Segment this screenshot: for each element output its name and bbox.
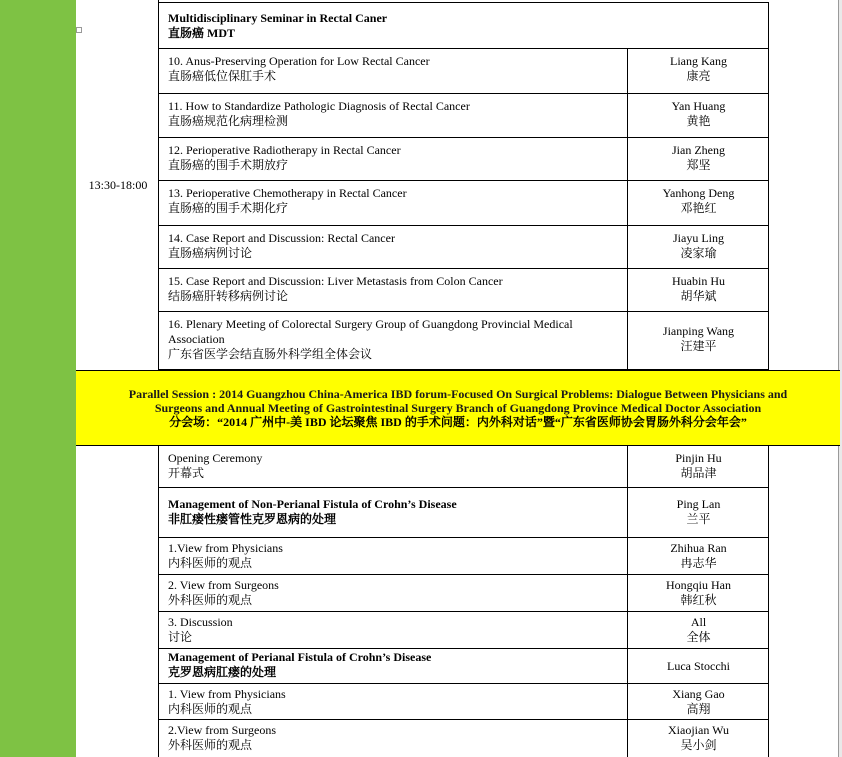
topic-zh: 直肠癌病例讨论 bbox=[168, 246, 253, 260]
parallel-session-banner bbox=[76, 370, 840, 446]
topic-en: 2.View from Surgeons bbox=[168, 723, 277, 737]
topic-zh: 非肛瘘性瘘管性克罗恩病的处理 bbox=[168, 512, 337, 526]
topic-en: Management of Perianal Fistula of Crohn’s Disease bbox=[168, 650, 432, 664]
parallel-title-line2: Surgeons and Annual Meeting of Gastrointestinal Surgery Branch of Guangdong Province Medical Doctor Association bbox=[154, 401, 762, 415]
table-row bbox=[158, 649, 769, 684]
table-row bbox=[158, 181, 769, 226]
table-row bbox=[158, 226, 769, 269]
speaker-zh: 汪建平 bbox=[680, 339, 717, 353]
topic-en: Management of Non-Perianal Fistula of Crohn’s Disease bbox=[168, 497, 457, 511]
mdt-header-zh: 直肠癌 MDT bbox=[168, 26, 235, 40]
speaker-zh: 胡品津 bbox=[680, 466, 717, 480]
speaker-en: Xiang Gao bbox=[672, 687, 725, 701]
topic-en: Opening Ceremony bbox=[168, 451, 263, 465]
mdt-header-row bbox=[158, 2, 769, 49]
speaker-en: Hongqiu Han bbox=[666, 578, 731, 592]
topic-zh: 外科医师的观点 bbox=[168, 738, 253, 752]
table-row bbox=[158, 488, 769, 538]
speaker-en: Huabin Hu bbox=[672, 274, 725, 288]
topic-zh: 克罗恩病肛瘘的处理 bbox=[168, 665, 277, 679]
table-row bbox=[158, 446, 769, 488]
speaker-zh: 吴小剑 bbox=[680, 738, 717, 752]
table-row bbox=[158, 684, 769, 720]
topic-zh: 直肠癌低位保肛手术 bbox=[168, 69, 277, 83]
topic-zh: 开幕式 bbox=[168, 466, 205, 480]
topic-zh: 直肠癌规范化病理检测 bbox=[168, 114, 289, 128]
topic-en: 15. Case Report and Discussion: Liver Metastasis from Colon Cancer bbox=[168, 274, 503, 288]
speaker-en: All bbox=[690, 615, 707, 629]
speaker-zh: 兰平 bbox=[686, 512, 711, 526]
table-row bbox=[158, 575, 769, 612]
topic-en: 16. Plenary Meeting of Colorectal Surgery Group of Guangdong Provincial Medical Association bbox=[168, 317, 573, 346]
table-row bbox=[158, 138, 769, 181]
topic-zh: 内科医师的观点 bbox=[168, 556, 253, 570]
speaker-zh: 黄艳 bbox=[686, 114, 711, 128]
speaker-zh: 全体 bbox=[686, 630, 711, 644]
topic-en: 14. Case Report and Discussion: Rectal Cancer bbox=[168, 231, 395, 245]
speaker-en: Jian Zheng bbox=[672, 143, 725, 157]
speaker-en: Jianping Wang bbox=[662, 324, 735, 338]
table-row bbox=[158, 312, 769, 370]
speaker-zh: 韩红秋 bbox=[680, 593, 717, 607]
left-green-margin bbox=[0, 0, 76, 757]
topic-en: 1.View from Physicians bbox=[168, 541, 283, 555]
topic-zh: 广东省医学会结直肠外科学组全体会议 bbox=[168, 347, 373, 361]
speaker-zh: 冉志华 bbox=[680, 556, 717, 570]
table-row bbox=[158, 720, 769, 757]
speaker-en: Luca Stocchi bbox=[667, 659, 730, 673]
speaker-en: Ping Lan bbox=[676, 497, 721, 511]
table-row bbox=[158, 269, 769, 312]
speaker-en: Zhihua Ran bbox=[670, 541, 727, 555]
topic-zh: 外科医师的观点 bbox=[168, 593, 253, 607]
topic-zh: 内科医师的观点 bbox=[168, 702, 253, 716]
speaker-zh: 胡华斌 bbox=[680, 289, 717, 303]
topic-en: 12. Perioperative Radiotherapy in Rectal Cancer bbox=[168, 143, 401, 157]
speaker-zh: 康亮 bbox=[686, 69, 711, 83]
mdt-header-en: Multidisciplinary Seminar in Rectal Caner bbox=[168, 11, 388, 25]
table-row bbox=[158, 94, 769, 138]
time-column-lower bbox=[76, 446, 159, 757]
speaker-en: Xiaojian Wu bbox=[668, 723, 729, 737]
session-time: 13:30-18:00 bbox=[88, 178, 148, 192]
topic-zh: 结肠癌肝转移病例讨论 bbox=[168, 289, 289, 303]
topic-en: 13. Perioperative Chemotherapy in Rectal Cancer bbox=[168, 186, 407, 200]
speaker-en: Yanhong Deng bbox=[662, 186, 735, 200]
topic-zh: 直肠癌的围手术期放疗 bbox=[168, 158, 289, 172]
speaker-zh: 郑坚 bbox=[686, 158, 711, 172]
speaker-en: Jiayu Ling bbox=[673, 231, 724, 245]
speaker-zh: 高翔 bbox=[686, 702, 711, 716]
topic-en: 2. View from Surgeons bbox=[168, 578, 279, 592]
topic-zh: 直肠癌的围手术期化疗 bbox=[168, 201, 289, 215]
topic-en: 3. Discussion bbox=[168, 615, 233, 629]
parallel-title-line1: Parallel Session : 2014 Guangzhou China-America IBD forum-Focused On Surgical Problems: Dialogue Between Physicians and bbox=[128, 387, 788, 401]
speaker-en: Liang Kang bbox=[670, 54, 727, 68]
speaker-en: Pinjin Hu bbox=[675, 451, 722, 465]
speaker-en: Yan Huang bbox=[671, 99, 726, 113]
speaker-zh: 邓艳红 bbox=[680, 201, 717, 215]
parallel-title-zh: 分会场：“2014 广州中-美 IBD 论坛聚焦 IBD 的手术问题：内外科对话”暨“广东省医师协会胃肠外科分会年会” bbox=[169, 415, 747, 429]
topic-zh: 讨论 bbox=[168, 630, 193, 644]
topic-en: 10. Anus-Preserving Operation for Low Rectal Cancer bbox=[168, 54, 430, 68]
table-anchor-handle[interactable] bbox=[76, 27, 82, 33]
table-row bbox=[158, 538, 769, 575]
table-row bbox=[158, 612, 769, 649]
topic-en: 1. View from Physicians bbox=[168, 687, 286, 701]
table-row bbox=[158, 49, 769, 94]
topic-en: 11. How to Standardize Pathologic Diagnosis of Rectal Cancer bbox=[168, 99, 470, 113]
speaker-zh: 凌家瑜 bbox=[680, 246, 717, 260]
